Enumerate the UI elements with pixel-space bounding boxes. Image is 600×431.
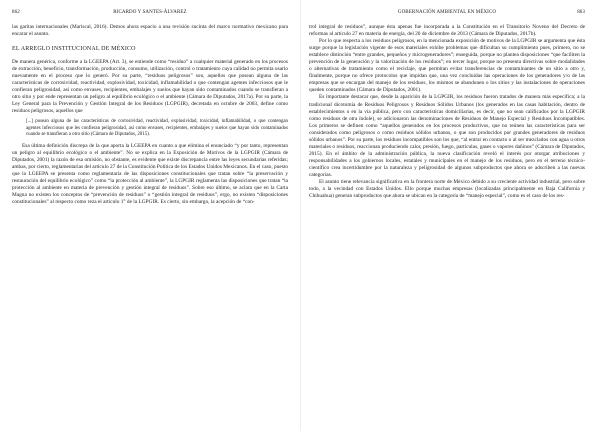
left-paragraph-discrepancy: Esa última definición discrepa de la que aporta la LGEEPA en cuanto a que elimina el enunciado “y por tanto, representan un peligro al equilibrio ecológico o el ambiente”. No se explica en la Exposición de Motivos de la LGPGIR (Cámara de Diputados, 2001) la razón de esa omisión, no obstante, es evidente que existe discrepancia entre las leyes secundarias referidas; ambas, por cierto, reglamentarias del artículo 27 de la Constitución Política de los Estados Unidos Mexicanos. En el caso, puesto que la LGEEPA se presenta como reglamentaria de las disposiciones constitucionales que tratan sobre “la preservación y restauración del equilibrio ecológico” como “la protección al ambiente”, la LGPGIR reglamenta las disposiciones que tratan “la protección al ambiente en materia de prevención y gestión integral de residuos”. Sobre eso último, se aclara que en la Carta Magna no existen los conceptos de “prevención de residuos” o “gestión integral de residuos”, ergo, no existen “disposiciones constitucionales” al respecto como reza el artículo 1° de la LGPGIR. Es cierto, sin embargo, la acepción de “con-: [12, 142, 288, 206]
left-paragraph-definitions: De manera genérica, conforme a la LGEEPA (Art. 3), se entiende como “residuo” a cualquier material generado en los procesos de extracción, beneficio, transformación, producción, consumo, utilización, control o tratamiento cuya calidad no permita usarlo nuevamente en el proceso que lo generó. Por su parte, “residuos peligrosos” son, aquellos que posean alguna de las características de corrosividad, reactividad, explosividad, toxicidad, inflamabilidad o que contengan agentes infecciosos que le confieran peligrosidad, así como envases, recipientes, embalajes y suelos que hayan sido contaminados cuando se transfieran a otro sitio y por ende representan un peligro al equilibrio ecológico o el ambiente (Cámara de Diputados, 2017a). Por su parte, la Ley General para la Prevención y Gestión Integral de los Residuos (LGPGIR), decretada en octubre de 2003, define como residuos peligrosos, aquellos que: [12, 59, 288, 115]
block-quote-text: [...] posean alguna de las características de corrosividad, reactividad, explosividad, toxicidad, inflamabilidad, o que contengan agentes infecciosos que les confieran peligrosidad, así como envases, recipientes, embalajes y suelos que hayan sido contaminados cuando se transfieran a otro sitio (Cámara de Diputados, 2015).: [26, 119, 288, 138]
left-paragraph-intro: las garitas internacionales (Mariscal, 2016). Demos ahora espacio a una revisión sucinta del marco normativo mexicano para encarar el asunto.: [12, 24, 288, 38]
page-gutter: [300, 0, 301, 431]
right-page-number: 863: [577, 10, 585, 15]
left-page: [12, 0, 288, 431]
right-body-text: [309, 24, 585, 200]
section-heading: EL ARREGLO INSTITUCIONAL DE MÉXICO: [12, 46, 136, 53]
left-page-number: 862: [12, 10, 20, 15]
left-running-title: RICARDO Y SANTES-ÁLVAREZ: [113, 10, 187, 15]
right-running-title: GOBERNACIÓN AMBIENTAL EN MÉXICO: [397, 10, 497, 15]
right-paragraph-continuation: trol integral de residuos”, aunque ésta apenas fue incorporada a la Constitución en el Transitorio Noveno del Decreto de reformas al artículo 27 en materia de energía, del 20 de diciembre de 2013 (Cámara de Diputados, 2017b).: [309, 24, 585, 38]
right-paragraph-classification: Es importante destacar que, desde la aparición de la LGPGIR, los residuos fueron tratados de manera más específica; a la tradicional dicotomía de Residuos Peligrosos y Residuos Sólidos Urbanos (los generados en las casas habitación, dentro de establecimientos o en la vía pública, pero con características domiciliarias, es decir, que no sean calificados por la LGPGIR como residuos de otra índole), se adicionaron las denominaciones de Residuos de Manejo Especial y Residuos Incompatibles. Los primeros se definen como “aquellos generados en los procesos productivos, que no reúnen las características para ser considerados como peligrosos o como residuos sólidos urbanos, o que son producidos por grandes generadores de residuos sólidos urbanos”. Por su parte, los residuos incompatibles son los que, “al entrar en contacto o al ser mezclados con agua u otros materiales o residuos, reaccionan produciendo calor, presión, fuego, partículas, gases o vapores dañinos” (Cámara de Diputados, 2015). En el ámbito de la administración pública, la nueva clasificación reveló el interés por otorgar atribuciones y responsabilidades a los gobiernos locales, estatales y municipales en el manejo de los residuos, pero en el terreno técnico-científico crea incertidumbre por la naturaleza y peligrosidad de algunos subproductos que ahora se adscriben a las nuevas categorías.: [309, 94, 585, 178]
right-paragraph-hazardous-waste: Por lo que respecta a los residuos peligrosos, en la mencionada exposición de motivos de la LGPGIR se argumenta que ésta surge porque la legislación vigente de esos materiales exhibe problemas que dificultan su cumplimiento pues, primero, no se establece distinción “entre grandes, pequeños y microgeneradores”; enseguida, porque no plantea disposiciones “que faciliten la prevención de la generación y la valorización de los residuos”; en tercer lugar, porque no presenta directivas sobre modalidades o alternativas de tratamiento como el reciclaje, que permitan evitar transferencias de contaminantes de un sitio a otro y, finalmente, porque no ofrece protocolos que impidan que, una vez concluidas las operaciones de los generadores y/o de las empresas que se encargan del manejo de los residuos, los mismos se abandonen o los sitios y las instalaciones de operaciones queden contaminados (Cámara de Diputados, 2001).: [309, 38, 585, 94]
right-paragraph-northern-border: El asunto tiene relevancia significativa en la frontera norte de México debido a su creciente actividad industrial, pero sobre todo, a la vecindad con Estados Unidos. Ello porque muchas empresas (localizadas principalmente en Baja California y Chihuahua) generan subproductos que ahora se ubican en la categoría de “manejo especial”, como es el caso de los res-: [309, 179, 585, 200]
left-body-text: [12, 24, 288, 206]
right-page: [309, 0, 585, 431]
block-quote: [26, 119, 288, 138]
